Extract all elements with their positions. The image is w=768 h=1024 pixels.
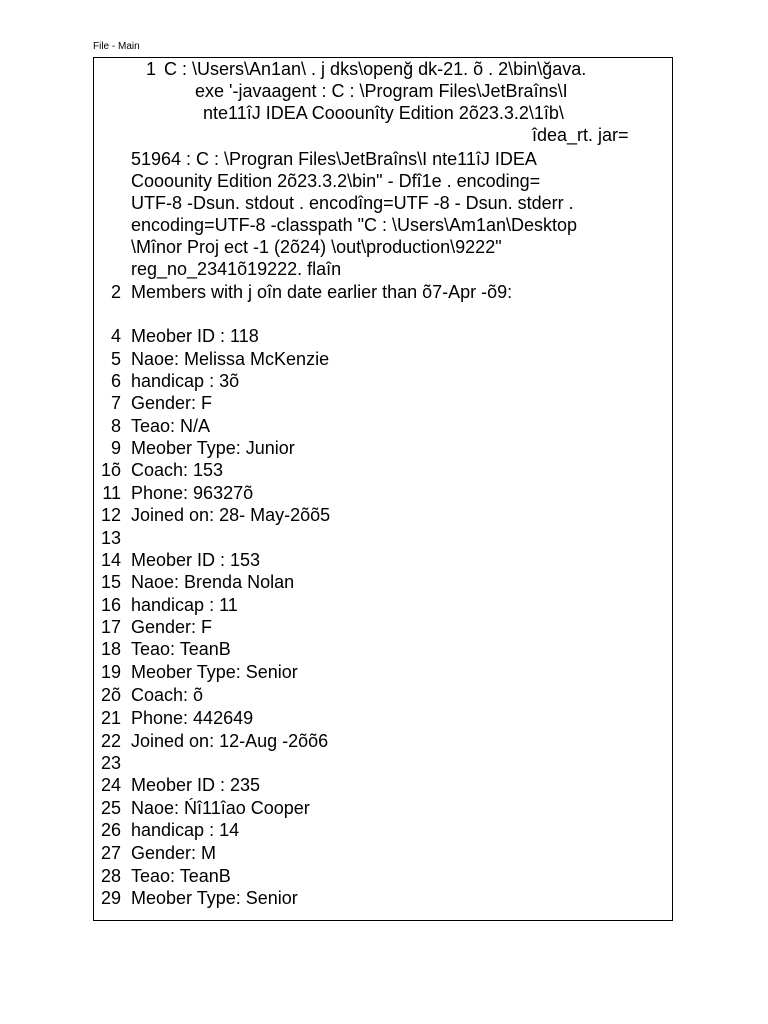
command-line: reg_no_2341õ19222. flaîn [131,259,342,279]
line-text: Gender: F [131,393,213,413]
line-text: Meober Type: Senior [131,888,298,908]
line-text: handicap : 3õ [131,371,240,391]
line-text: handicap : 14 [131,820,240,840]
line-number: 6 [110,371,121,391]
line-number: 28 [100,866,121,886]
console-line [94,325,672,347]
line-number: 11 [102,483,121,503]
console-line [94,459,672,481]
console-line [94,392,672,414]
console-line [94,616,672,638]
line-number: 26 [100,820,121,840]
console-line [94,527,672,549]
line-text: Teao: TeanB [131,866,231,886]
command-line: nte11îJ IDEA Cooounîty Edition 2õ23.3.2\1îb\ [203,103,564,123]
command-line: Cooounity Edition 2õ23.3.2\bin" - Dfî1e . encoding= [131,171,541,191]
line-text: Naoe: Melissa McKenzie [131,349,330,369]
line-text: Meober Type: Junior [131,438,295,458]
console-line [94,370,672,392]
command-line: 51964 : C : \Progran Files\JetBraîns\I nte11îJ IDEA [131,149,537,169]
console-line [94,348,672,370]
line-text: Meober Type: Senior [131,662,298,682]
console-line [94,684,672,706]
line-text: Naoe: Brenda Nolan [131,572,295,592]
line-number: 7 [110,393,121,413]
line-text: Joined on: 12-Aug -2õõ6 [131,731,329,751]
console-line [94,549,672,571]
line-number: 25 [100,798,121,818]
line-number: 27 [100,843,121,863]
console-line [94,571,672,593]
console-line [94,437,672,459]
line-text: Meober ID : 235 [131,775,261,795]
console-line [94,415,672,437]
line-number: 24 [100,775,121,795]
line-number: 23 [100,753,121,773]
console-line [94,730,672,752]
line-number: 13 [100,528,121,548]
command-line: \Mînor Proj ect -1 (2õ24) \out\production\9222" [131,237,502,257]
line-text: Members with j oîn date earlier than õ7-Apr -õ9: [131,282,513,302]
console-line [94,482,672,504]
line-text: Phone: 96327õ [131,483,254,503]
line-number: 21 [100,708,121,728]
line-text: Coach: 153 [131,460,224,480]
command-line: îdea_rt. jar= [532,125,629,145]
line-text: Gender: M [131,843,217,863]
line-number: 17 [100,617,121,637]
line-text: Meober ID : 118 [131,326,259,346]
line-text: handicap : 11 [131,595,238,615]
command-line: encoding=UTF-8 -classpath "C : \Users\Am1an\Desktop [131,215,578,235]
console-line [94,865,672,887]
line-text: Phone: 442649 [131,708,254,728]
console-line [94,303,672,325]
line-text: Meober ID : 153 [131,550,261,570]
line-text: Coach: õ [131,685,204,705]
line-number: 1õ [100,460,121,480]
console-line [94,797,672,819]
console-line [94,661,672,683]
line-number: 1 [146,59,157,79]
console-line [94,842,672,864]
line-number: 12 [100,505,121,525]
line-number: 4 [110,326,121,346]
console-line [94,819,672,841]
console-line [94,281,672,303]
console-line [94,774,672,796]
line-number: 8 [110,416,121,436]
line-text: Joined on: 28- May-2õõ5 [131,505,331,525]
command-line: C : \Users\An1an\ . j dks\openğ dk-21. õ . 2\bin\ğava. [164,59,587,79]
line-text: Teao: N/A [131,416,211,436]
command-line: exe '-javaagent : C : \Program Files\JetBraîns\I [195,81,568,101]
console-line [94,638,672,660]
line-number: 29 [100,888,121,908]
console-line [94,707,672,729]
console-line [94,887,672,909]
line-number: 22 [100,731,121,751]
console-line [94,504,672,526]
line-number: 9 [110,438,121,458]
line-number: 2õ [100,685,121,705]
command-line: UTF-8 -Dsun. stdout . encodîng=UTF -8 - Dsun. stderr . [131,193,574,213]
line-number: 19 [100,662,121,682]
console-line [94,594,672,616]
line-number: 16 [100,595,121,615]
line-text: Teao: TeanB [131,639,231,659]
line-number: 5 [110,349,121,369]
page-header: File - Main [93,41,140,52]
line-text: Gender: F [131,617,213,637]
line-number: 15 [100,572,121,592]
line-text: Naoe: Ńî11îao Cooper [131,798,310,818]
console-line [94,752,672,774]
line-number: 2 [110,282,121,302]
line-number: 14 [100,550,121,570]
line-number: 18 [100,639,121,659]
console-output [93,57,673,921]
